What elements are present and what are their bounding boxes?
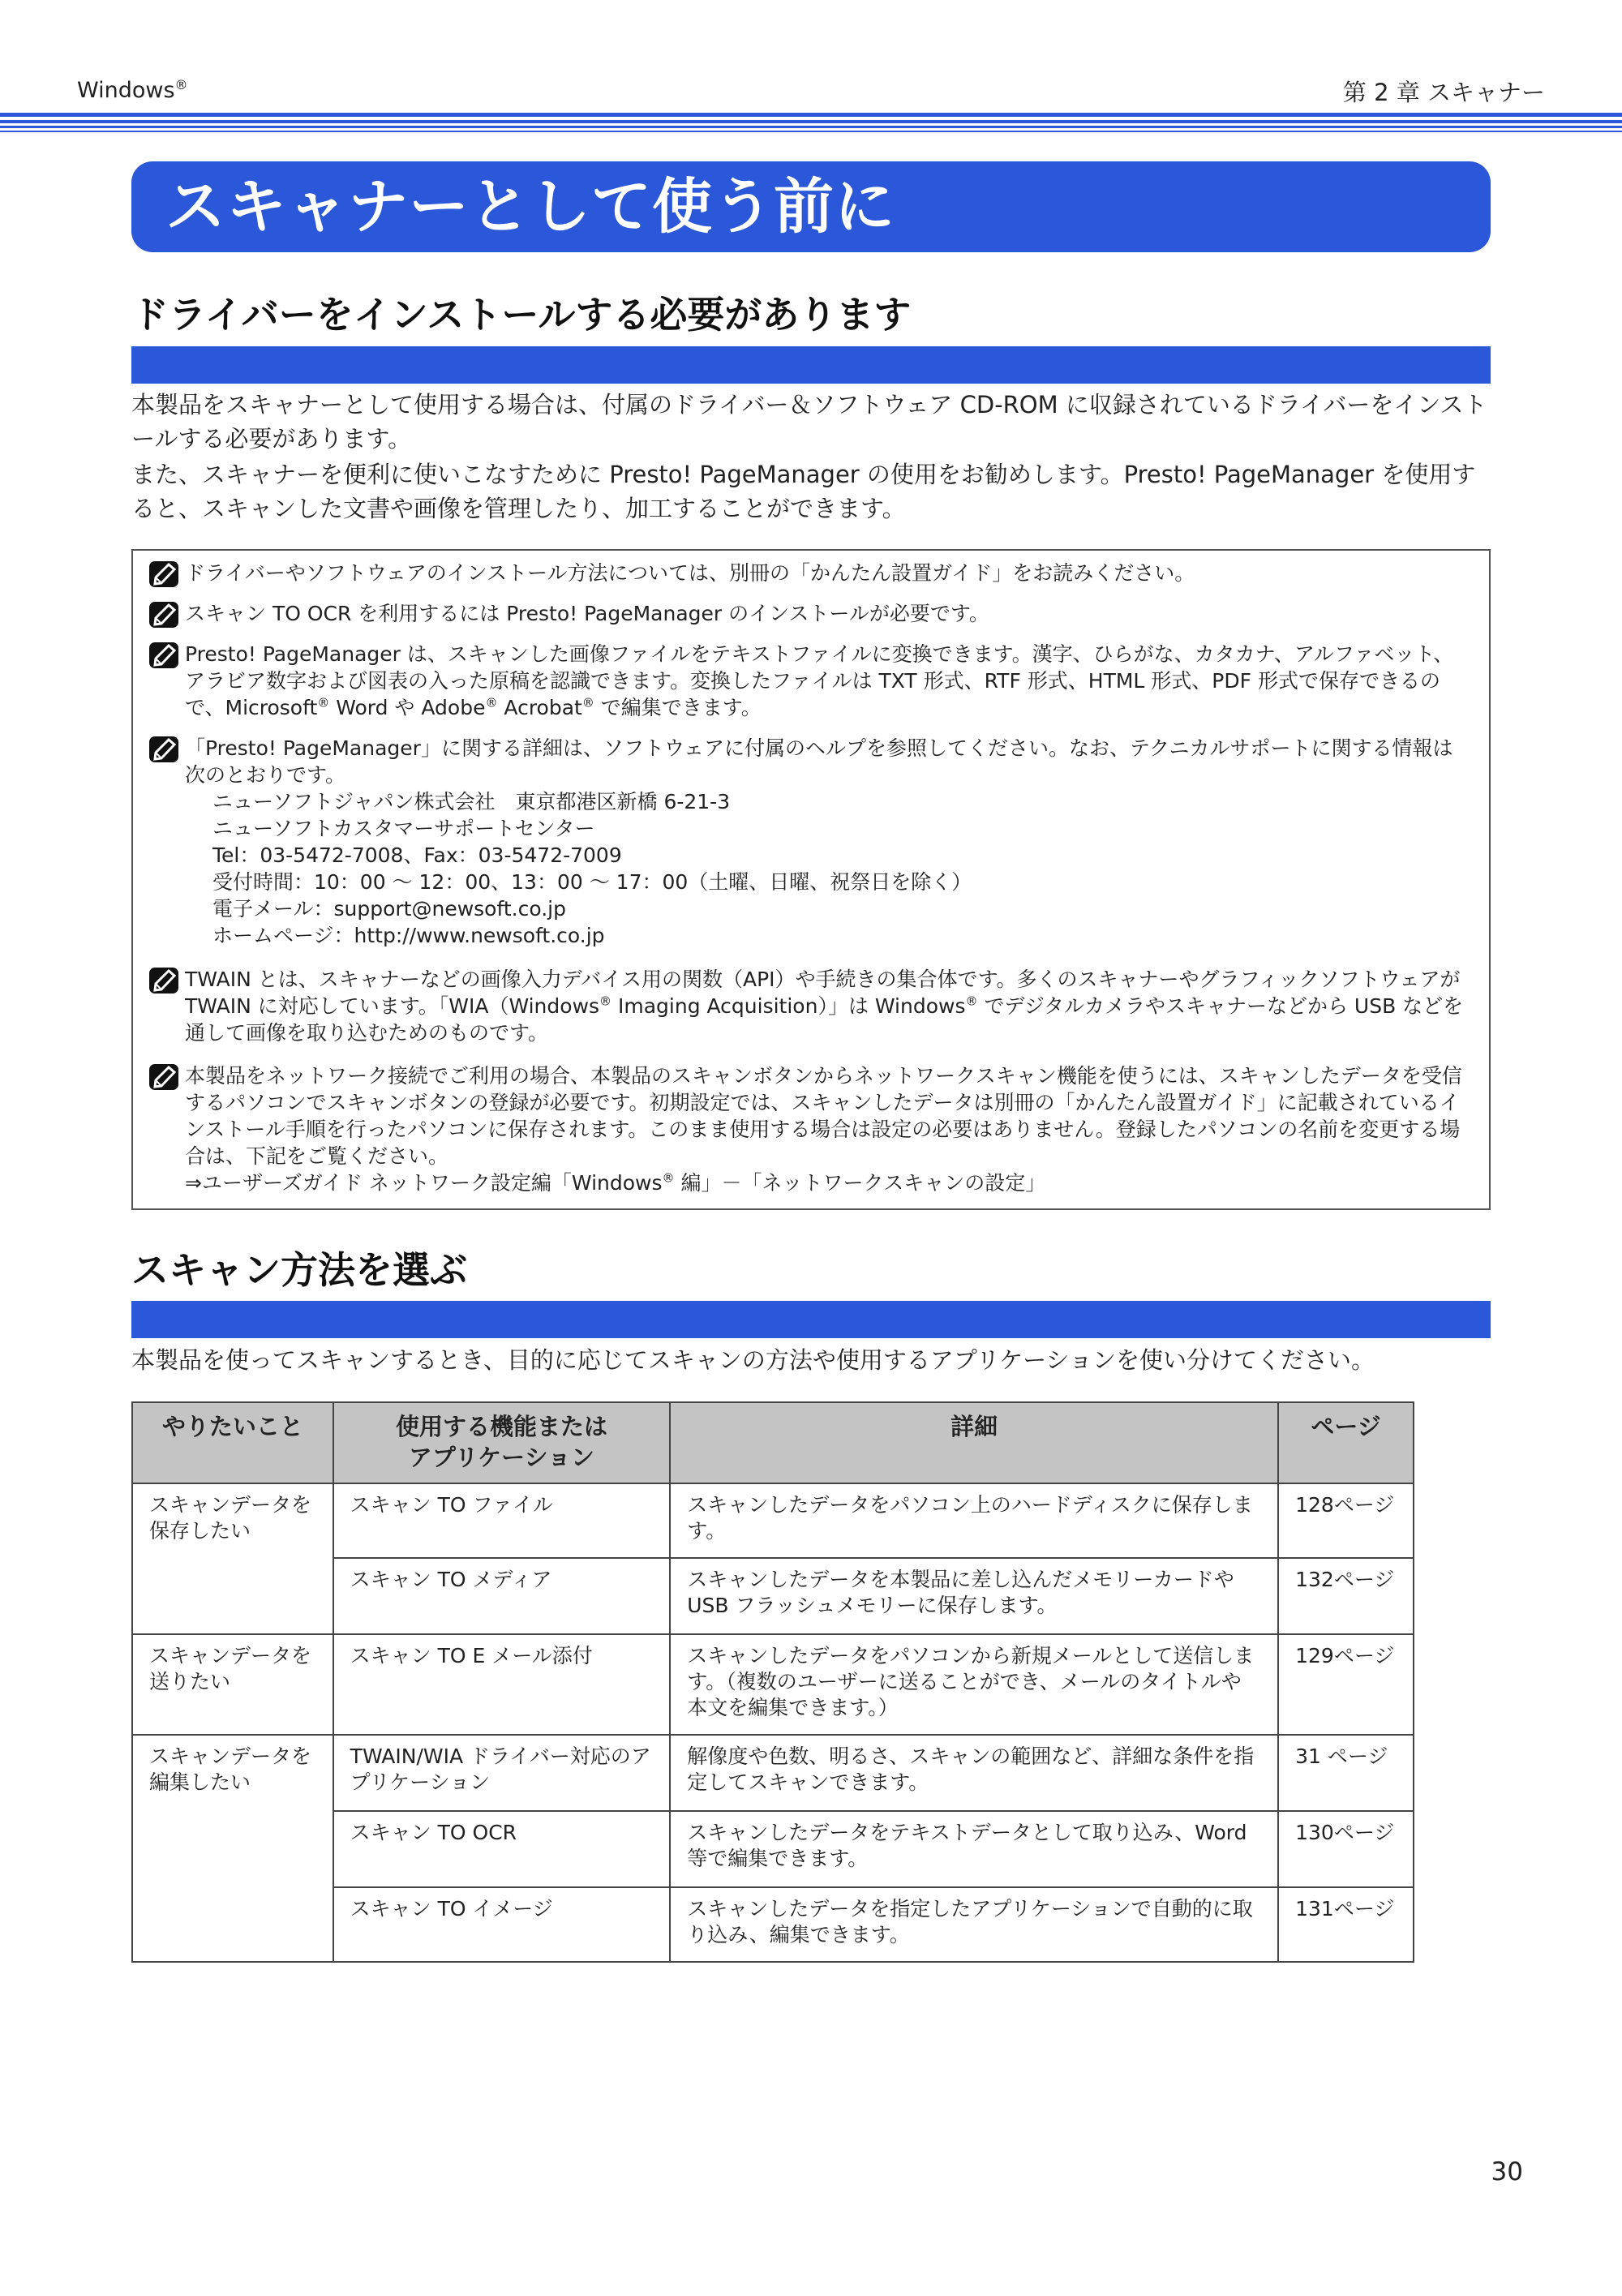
page-cell: 130ページ (1278, 1811, 1414, 1887)
section-title-scan-method: スキャン方法を選ぶ (131, 1248, 467, 1292)
function-cell: スキャン TO イメージ (333, 1887, 671, 1962)
support-company: ニューソフトジャパン株式会社 東京都港区新橋 6-21-3 (212, 790, 731, 813)
note-pencil-icon (149, 642, 178, 668)
intro-paragraph-1: 本製品をスキャナーとして使用する場合は、付属のドライバー＆ソフトウェア CD-ROM に収録されているドライバーをインストールする必要があります。 (131, 391, 1487, 453)
function-cell: スキャン TO E メール添付 (333, 1634, 671, 1735)
section-bar (131, 346, 1491, 384)
note-item: Presto! PageManager は、スキャンした画像ファイルをテキストファイルに変換できます。漢字、ひらがな、カタカナ、アルファベット、アラビア数字および図表の入った原稿を認識できます。変換したファイルは TXT 形式、RTF 形式、HTML 形式、PDF 形式で保存できるので、Microsoft® Word や Adobe® Acrobat® で編集できます。 (149, 641, 1471, 721)
section-bar (131, 1301, 1491, 1338)
support-phone: Tel：03-5472-7008、Fax：03-5472-7009 (212, 843, 622, 867)
page-cell: 128ページ (1278, 1483, 1414, 1558)
function-cell: スキャン TO OCR (333, 1811, 671, 1887)
header-section-label: Windows® (77, 77, 188, 103)
note-pencil-icon (149, 736, 178, 762)
note-pencil-icon (149, 968, 178, 994)
detail-cell: スキャンしたデータをテキストデータとして取り込み、Word 等で編集できます。 (670, 1811, 1278, 1887)
header-rule (0, 113, 1622, 135)
intro-paragraph-2: また、スキャナーを便利に使いこなすために Presto! PageManager の使用をお勧めします。Presto! PageManager を使用すると、スキャンした文書や画像を管理したり、加工することができます。 (131, 461, 1476, 522)
function-cell: スキャン TO ファイル (333, 1483, 671, 1558)
header-chapter-label: 第 2 章 スキャナー (1342, 79, 1545, 106)
table-row (132, 1634, 1414, 1735)
purpose-cell: スキャンデータを保存したい (132, 1483, 333, 1634)
table-header-row (132, 1402, 1414, 1483)
notes-box (131, 549, 1491, 1210)
page-cell: 132ページ (1278, 1558, 1414, 1634)
network-scan-reference: ⇒ユーザーズガイド ネットワーク設定編「Windows® 編」－「ネットワークスキャンの設定」 (185, 1170, 1046, 1195)
note-item: 本製品をネットワーク接続でご利用の場合、本製品のスキャンボタンからネットワークスキャン機能を使うには、スキャンしたデータを受信するパソコンでスキャンボタンの登録が必要です。初期設定では、スキャンしたデータは別冊の「かんたん設置ガイド」に記載されているインストール手順を行ったパソコンに保存されます。このまま使用する場合は設定の必要はありません。登録したパソコンの名前を変更する場合は、下記をご覧ください。 ⇒ユーザーズガイド ネットワーク設定編「Windows® 編」－「ネットワークスキャンの設定」 (149, 1062, 1471, 1196)
scan-method-paragraph: 本製品を使ってスキャンするとき、目的に応じてスキャンの方法や使用するアプリケーションを使い分けてください。 (131, 1346, 1375, 1374)
detail-cell: 解像度や色数、明るさ、スキャンの範囲など、詳細な条件を指定してスキャンできます。 (670, 1735, 1278, 1811)
page-cell: 129ページ (1278, 1634, 1414, 1735)
detail-cell: スキャンしたデータを指定したアプリケーションで自動的に取り込み、編集できます。 (670, 1887, 1278, 1962)
note-pencil-icon (149, 1064, 178, 1090)
note-item: ドライバーやソフトウェアのインストール方法については、別冊の「かんたん設置ガイド」をお読みください。 (149, 560, 1471, 586)
detail-cell: スキャンしたデータをパソコン上のハードディスクに保存します。 (670, 1483, 1278, 1558)
note-item: スキャン TO OCR を利用するには Presto! PageManager のインストールが必要です。 (149, 600, 1471, 627)
page-cell: 131ページ (1278, 1887, 1414, 1962)
table-header: やりたいこと (132, 1402, 333, 1483)
function-cell: スキャン TO メディア (333, 1558, 671, 1634)
scan-method-table (131, 1401, 1414, 1963)
page-number: 30 (1491, 2157, 1523, 2187)
table-row (132, 1483, 1414, 1558)
table-row (132, 1735, 1414, 1811)
function-cell: TWAIN/WIA ドライバー対応のアプリケーション (333, 1735, 671, 1811)
table-header: 使用する機能または アプリケーション (333, 1402, 671, 1483)
support-homepage: ホームページ：http://www.newsoft.co.jp (212, 924, 605, 947)
detail-cell: スキャンしたデータを本製品に差し込んだメモリーカードや USB フラッシュメモリーに保存します。 (670, 1558, 1278, 1634)
page-title: スキャナーとして使う前に (131, 161, 1491, 252)
support-center: ニューソフトカスタマーサポートセンター (212, 817, 595, 840)
table-header: 詳細 (670, 1402, 1278, 1483)
support-hours: 受付時間：10：00 ～ 12：00、13：00 ～ 17：00（土曜、日曜、祝祭日を除く） (212, 870, 972, 894)
page-cell: 31 ページ (1278, 1735, 1414, 1811)
note-pencil-icon (149, 602, 178, 628)
support-email: 電子メール：support@newsoft.co.jp (212, 897, 566, 921)
note-item: 「Presto! PageManager」に関する詳細は、ソフトウェアに付属のヘルプを参照してください。なお、テクニカルサポートに関する情報は次のとおりです。 ニューソフトジャパン株式会社 東京都港区新橋 6-21-3 ニューソフトカスタマーサポートセンター Tel：03-5472-7008、Fax：03-5472-7009 受付時間：10：00 ～ 12：00、13：00 ～ 17：00（土曜、日曜、祝祭日を除く） 電子メール：support@newsoft.co.jp ホームページ：http://www.newsoft.co.jp (149, 735, 1471, 949)
section-title-driver-install: ドライバーをインストールする必要があります (131, 293, 912, 337)
note-item: TWAIN とは、スキャナーなどの画像入力デバイス用の関数（API）や手続きの集合体です。多くのスキャナーやグラフィックソフトウェアが TWAIN に対応しています。「WIA（Windows® Imaging Acquisition）」は Windows® でデジタルカメラやスキャナーなどから USB などを通して画像を取り込むためのものです。 (149, 966, 1471, 1046)
table-header: ページ (1278, 1402, 1414, 1483)
note-pencil-icon (149, 561, 178, 587)
purpose-cell: スキャンデータを送りたい (132, 1634, 333, 1735)
detail-cell: スキャンしたデータをパソコンから新規メールとして送信します。（複数のユーザーに送ることができ、メールのタイトルや本文を編集できます。） (670, 1634, 1278, 1735)
purpose-cell: スキャンデータを編集したい (132, 1735, 333, 1962)
